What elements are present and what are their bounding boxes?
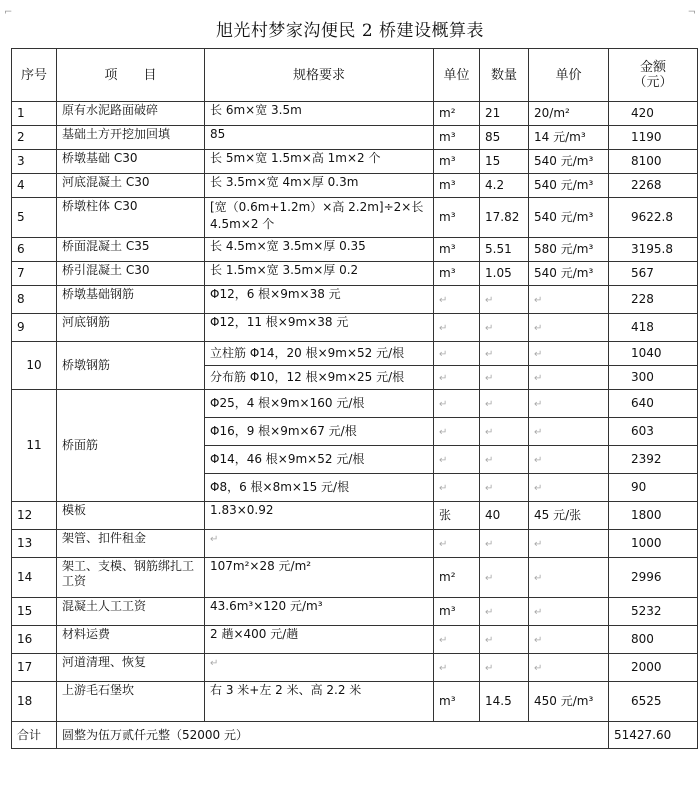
cell-price (529, 286, 609, 314)
page-corner-mark: ⌐ (4, 7, 13, 18)
table-row (12, 102, 698, 126)
cell-unit: m² (434, 558, 480, 598)
paragraph-mark: ↵ (534, 634, 543, 646)
cell-amount: 420 (609, 102, 698, 126)
cell-item: 桥面混凝土 C35 (57, 238, 205, 262)
cell-unit (434, 342, 480, 366)
paragraph-mark: ↵ (485, 322, 494, 334)
cell-amount: 800 (609, 626, 698, 654)
cell-price: 450 元/m³ (529, 682, 609, 722)
cell-unit (434, 446, 480, 474)
cell-unit: m³ (434, 174, 480, 198)
cell-unit (434, 418, 480, 446)
cell-spec: 长 1.5m×宽 3.5m×厚 0.2 (205, 262, 434, 286)
table-row (12, 342, 698, 366)
cell-price (529, 598, 609, 626)
cell-unit (434, 474, 480, 502)
table-row (12, 238, 698, 262)
page-title: 旭光村梦家沟便民 2 桥建设概算表 (215, 21, 485, 41)
paragraph-mark: ↵ (439, 634, 448, 646)
cell-no: 12 (12, 502, 57, 530)
cell-unit: m² (434, 102, 480, 126)
total-label: 合计 (12, 722, 57, 749)
cell-unit (434, 626, 480, 654)
paragraph-mark: ↵ (534, 662, 543, 674)
cell-spec: 长 6m×宽 3.5m (205, 102, 434, 126)
table-row (12, 626, 698, 654)
cell-item: 桥墩基础钢筋 (57, 286, 205, 314)
table-row (12, 530, 698, 558)
cell-item: 架管、扣件租金 (57, 530, 205, 558)
paragraph-mark: ↵ (485, 372, 494, 384)
cell-no: 11 (12, 390, 57, 502)
paragraph-mark: ↵ (485, 426, 494, 438)
cell-qty (480, 654, 529, 682)
paragraph-mark: ↵ (534, 294, 543, 306)
cell-spec: 85 (205, 126, 434, 150)
cell-no: 14 (12, 558, 57, 598)
cell-qty (480, 418, 529, 446)
cell-spec: 43.6m³×120 元/m³ (205, 598, 434, 626)
cell-spec: Φ16，9 根×9m×67 元/根 (205, 418, 434, 446)
cell-item: 上游毛石堡坎 (57, 682, 205, 722)
cell-spec: Φ14，46 根×9m×52 元/根 (205, 446, 434, 474)
cell-item: 桥面筋 (57, 390, 205, 502)
header-amount: 金额（元） (609, 49, 698, 102)
cell-spec: 长 5m×宽 1.5m×高 1m×2 个 (205, 150, 434, 174)
cell-qty (480, 558, 529, 598)
paragraph-mark: ↵ (485, 606, 494, 618)
cell-no: 2 (12, 126, 57, 150)
paragraph-mark: ↵ (439, 294, 448, 306)
paragraph-mark: ↵ (485, 482, 494, 494)
cell-qty (480, 474, 529, 502)
cell-amount: 5232 (609, 598, 698, 626)
cell-no: 15 (12, 598, 57, 626)
cell-item: 材料运费 (57, 626, 205, 654)
cell-amount: 9622.8 (609, 198, 698, 238)
cell-spec (205, 530, 434, 558)
paragraph-mark: ↵ (485, 538, 494, 550)
paragraph-mark: ↵ (210, 658, 219, 669)
paragraph-mark: ↵ (534, 372, 543, 384)
cell-price: 45 元/张 (529, 502, 609, 530)
cell-amount: 2268 (609, 174, 698, 198)
cell-item: 桥墩柱体 C30 (57, 198, 205, 238)
cell-qty (480, 598, 529, 626)
cell-item: 原有水泥路面破碎 (57, 102, 205, 126)
cell-item: 河底钢筋 (57, 314, 205, 342)
cell-no: 6 (12, 238, 57, 262)
cell-price: 580 元/m³ (529, 238, 609, 262)
cell-price (529, 474, 609, 502)
cell-spec: Φ12，11 根×9m×38 元 (205, 314, 434, 342)
cell-price (529, 626, 609, 654)
cell-unit: m³ (434, 598, 480, 626)
cell-spec: Φ25，4 根×9m×160 元/根 (205, 390, 434, 418)
table-row (12, 390, 698, 418)
paragraph-mark: ↵ (485, 572, 494, 584)
cell-qty: 40 (480, 502, 529, 530)
header-spec: 规格要求 (205, 49, 434, 102)
cell-unit (434, 390, 480, 418)
cell-unit (434, 654, 480, 682)
cell-no: 18 (12, 682, 57, 722)
paragraph-mark: ↵ (439, 426, 448, 438)
cell-price (529, 342, 609, 366)
cell-item: 桥引混凝土 C30 (57, 262, 205, 286)
cell-no: 16 (12, 626, 57, 654)
table-row (12, 314, 698, 342)
cell-amount: 1800 (609, 502, 698, 530)
cell-qty (480, 626, 529, 654)
total-text: 圆整为伍万贰仟元整（52000 元） (57, 722, 609, 749)
cell-qty: 1.05 (480, 262, 529, 286)
paragraph-mark: ↵ (439, 482, 448, 494)
cell-unit (434, 530, 480, 558)
cell-amount: 90 (609, 474, 698, 502)
cell-qty: 85 (480, 126, 529, 150)
cell-qty: 4.2 (480, 174, 529, 198)
cell-spec: 立柱筋 Φ14，20 根×9m×52 元/根 (205, 342, 434, 366)
cell-amount: 2000 (609, 654, 698, 682)
cell-unit: m³ (434, 238, 480, 262)
cell-qty (480, 390, 529, 418)
total-row (12, 722, 698, 749)
paragraph-mark: ↵ (534, 606, 543, 618)
paragraph-mark: ↵ (485, 398, 494, 410)
header-item: 项 目 (57, 49, 205, 102)
cell-price: 540 元/m³ (529, 262, 609, 286)
cell-unit (434, 366, 480, 390)
cell-item: 混凝土人工工资 (57, 598, 205, 626)
cell-price (529, 558, 609, 598)
cell-amount: 640 (609, 390, 698, 418)
cell-item: 基础土方开挖加回填 (57, 126, 205, 150)
cell-unit: m³ (434, 126, 480, 150)
cell-price (529, 530, 609, 558)
cell-amount: 300 (609, 366, 698, 390)
table-row (12, 654, 698, 682)
cell-no: 8 (12, 286, 57, 314)
cell-price: 540 元/m³ (529, 198, 609, 238)
cell-qty: 15 (480, 150, 529, 174)
table-row (12, 126, 698, 150)
cell-item: 河道清理、恢复 (57, 654, 205, 682)
cell-amount: 228 (609, 286, 698, 314)
cell-price: 540 元/m³ (529, 174, 609, 198)
paragraph-mark: ↵ (534, 482, 543, 494)
page-corner-mark: ¬ (687, 7, 696, 18)
table-row (12, 558, 698, 598)
cell-unit (434, 314, 480, 342)
cell-no: 4 (12, 174, 57, 198)
paragraph-mark: ↵ (534, 454, 543, 466)
cell-price: 540 元/m³ (529, 150, 609, 174)
cell-amount: 2392 (609, 446, 698, 474)
cell-spec (205, 654, 434, 682)
paragraph-mark: ↵ (534, 426, 543, 438)
paragraph-mark: ↵ (439, 398, 448, 410)
cell-qty (480, 314, 529, 342)
cell-no: 5 (12, 198, 57, 238)
cell-no: 17 (12, 654, 57, 682)
cell-qty (480, 530, 529, 558)
cell-qty (480, 286, 529, 314)
cell-price (529, 390, 609, 418)
cell-spec: Φ12，6 根×9m×38 元 (205, 286, 434, 314)
cell-qty: 17.82 (480, 198, 529, 238)
budget-table (11, 48, 698, 749)
cell-qty: 5.51 (480, 238, 529, 262)
paragraph-mark: ↵ (439, 454, 448, 466)
cell-spec: 右 3 米+左 2 米、高 2.2 米 (205, 682, 434, 722)
table-row (12, 262, 698, 286)
cell-qty (480, 366, 529, 390)
paragraph-mark: ↵ (485, 348, 494, 360)
cell-amount: 418 (609, 314, 698, 342)
cell-amount: 603 (609, 418, 698, 446)
table-row (12, 286, 698, 314)
header-qty: 数量 (480, 49, 529, 102)
cell-spec: 2 趟×400 元/趟 (205, 626, 434, 654)
cell-spec: 分布筋 Φ10，12 根×9m×25 元/根 (205, 366, 434, 390)
cell-spec: 长 3.5m×宽 4m×厚 0.3m (205, 174, 434, 198)
table-row (12, 150, 698, 174)
paragraph-mark: ↵ (439, 662, 448, 674)
cell-spec: Φ8，6 根×8m×15 元/根 (205, 474, 434, 502)
cell-unit: m³ (434, 150, 480, 174)
cell-amount: 2996 (609, 558, 698, 598)
cell-price (529, 446, 609, 474)
paragraph-mark: ↵ (439, 322, 448, 334)
cell-price: 20/m² (529, 102, 609, 126)
paragraph-mark: ↵ (534, 322, 543, 334)
table-row (12, 682, 698, 722)
cell-amount: 1190 (609, 126, 698, 150)
cell-no: 1 (12, 102, 57, 126)
table-header-row (12, 49, 698, 102)
cell-price (529, 314, 609, 342)
cell-qty: 21 (480, 102, 529, 126)
cell-unit: m³ (434, 682, 480, 722)
cell-item: 桥墩基础 C30 (57, 150, 205, 174)
paragraph-mark: ↵ (534, 538, 543, 550)
cell-no: 7 (12, 262, 57, 286)
paragraph-mark: ↵ (439, 372, 448, 384)
cell-no: 3 (12, 150, 57, 174)
paragraph-mark: ↵ (485, 454, 494, 466)
cell-amount: 3195.8 (609, 238, 698, 262)
cell-qty (480, 446, 529, 474)
header-unit: 单位 (434, 49, 480, 102)
table-row (12, 598, 698, 626)
paragraph-mark: ↵ (534, 398, 543, 410)
cell-spec: [宽（0.6m+1.2m）×高 2.2m]÷2×长 4.5m×2 个 (205, 198, 434, 238)
paragraph-mark: ↵ (439, 348, 448, 360)
cell-unit: 张 (434, 502, 480, 530)
paragraph-mark: ↵ (485, 294, 494, 306)
cell-no: 9 (12, 314, 57, 342)
cell-qty (480, 342, 529, 366)
table-row (12, 174, 698, 198)
cell-item: 模板 (57, 502, 205, 530)
paragraph-mark: ↵ (210, 534, 219, 545)
cell-spec: 长 4.5m×宽 3.5m×厚 0.35 (205, 238, 434, 262)
header-price: 单价 (529, 49, 609, 102)
cell-item: 桥墩钢筋 (57, 342, 205, 390)
paragraph-mark: ↵ (485, 662, 494, 674)
cell-price (529, 366, 609, 390)
cell-spec: 107m²×28 元/m² (205, 558, 434, 598)
cell-qty: 14.5 (480, 682, 529, 722)
total-amount: 51427.60 (609, 722, 698, 749)
header-no: 序号 (12, 49, 57, 102)
table-row (12, 502, 698, 530)
cell-price: 14 元/m³ (529, 126, 609, 150)
cell-price (529, 654, 609, 682)
cell-no: 10 (12, 342, 57, 390)
cell-item: 河底混凝土 C30 (57, 174, 205, 198)
cell-amount: 1040 (609, 342, 698, 366)
cell-price (529, 418, 609, 446)
cell-amount: 6525 (609, 682, 698, 722)
paragraph-mark: ↵ (534, 572, 543, 584)
cell-amount: 567 (609, 262, 698, 286)
cell-item: 架工、支模、钢筋绑扎工工资 (57, 558, 205, 598)
cell-unit: m³ (434, 198, 480, 238)
cell-unit: m³ (434, 262, 480, 286)
cell-amount: 8100 (609, 150, 698, 174)
paragraph-mark: ↵ (439, 538, 448, 550)
paragraph-mark: ↵ (485, 634, 494, 646)
paragraph-mark: ↵ (534, 348, 543, 360)
cell-spec: 1.83×0.92 (205, 502, 434, 530)
table-row (12, 198, 698, 238)
cell-no: 13 (12, 530, 57, 558)
cell-unit (434, 286, 480, 314)
cell-amount: 1000 (609, 530, 698, 558)
